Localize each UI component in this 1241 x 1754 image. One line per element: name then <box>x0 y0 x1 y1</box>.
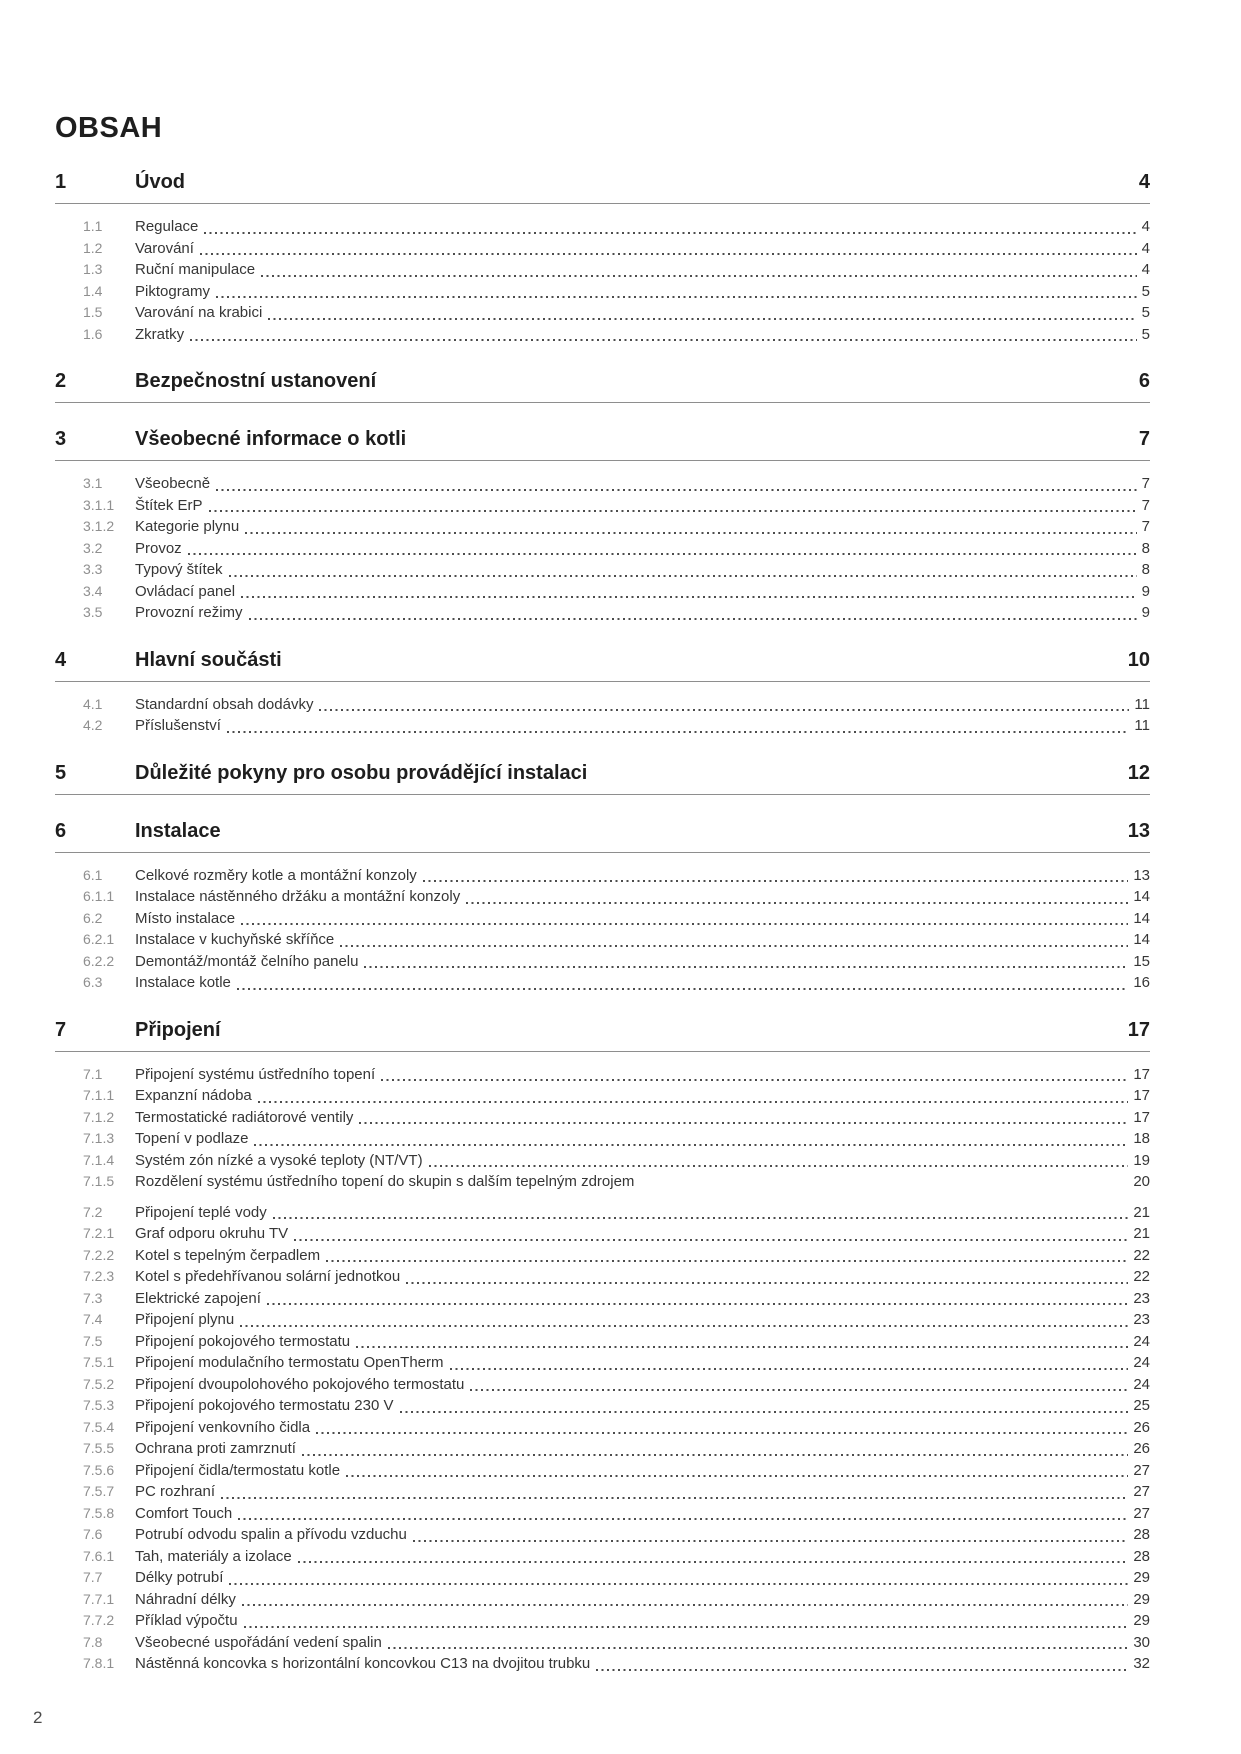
item-page-number: 23 <box>1133 1311 1150 1328</box>
section-title: Hlavní součásti <box>135 648 282 671</box>
item-page-number: 4 <box>1141 239 1150 257</box>
dot-leader <box>294 1239 1128 1241</box>
toc-item-row <box>55 1331 1150 1353</box>
dot-leader <box>596 1669 1128 1671</box>
toc-item-row <box>55 1202 1150 1224</box>
toc-section-header <box>55 761 1150 795</box>
dot-leader <box>359 1122 1128 1124</box>
toc-item-row <box>55 1417 1150 1439</box>
section-page-number: 12 <box>1127 761 1150 784</box>
item-number: 7.5.3 <box>83 1397 115 1413</box>
toc-item-row <box>55 929 1150 951</box>
toc-item-row <box>55 259 1150 281</box>
item-title: Expanzní nádoba <box>135 1087 252 1104</box>
toc-section-header <box>55 427 1150 461</box>
item-page-number: 16 <box>1133 974 1150 991</box>
item-number: 1.5 <box>83 304 103 320</box>
item-title: Připojení venkovního čidla <box>135 1418 311 1436</box>
toc-item-row <box>55 1632 1150 1654</box>
item-page-number: 11 <box>1134 717 1150 734</box>
item-number: 7.5.8 <box>83 1504 115 1521</box>
item-number: 7.5.6 <box>83 1461 115 1478</box>
dot-leader <box>244 1626 1129 1628</box>
toc-section <box>55 819 1150 994</box>
item-page-number: 26 <box>1133 1418 1150 1436</box>
section-items <box>55 216 1150 345</box>
section-title: Úvod <box>135 171 185 193</box>
dot-leader <box>267 1303 1128 1305</box>
item-title: Provoz <box>135 539 182 557</box>
section-page-number: 13 <box>1127 819 1150 842</box>
item-title: Připojení pokojového termostatu 230 V <box>135 1397 394 1414</box>
dot-leader <box>326 1260 1128 1262</box>
item-number: 7.1.5 <box>83 1173 115 1189</box>
item-page-number: 17 <box>1133 1065 1150 1083</box>
toc-item-row <box>55 302 1150 324</box>
section-number: 6 <box>55 819 67 842</box>
dot-leader <box>254 1144 1128 1146</box>
toc-item-row <box>55 1567 1150 1589</box>
item-page-number: 24 <box>1133 1354 1150 1371</box>
dot-leader <box>249 618 1137 620</box>
item-title: Všeobecně <box>135 475 211 492</box>
toc-item-row <box>55 1503 1150 1525</box>
toc-section-header <box>55 819 1150 853</box>
item-title: Elektrické zapojení <box>135 1289 261 1307</box>
item-number: 7.5.2 <box>83 1375 115 1392</box>
item-title: Připojení pokojového termostatu <box>135 1332 351 1350</box>
toc-item-row <box>55 1085 1150 1107</box>
item-title: Varování <box>135 239 194 257</box>
dot-leader <box>450 1368 1129 1370</box>
item-page-number: 7 <box>1141 475 1150 492</box>
toc-item-row <box>55 694 1150 716</box>
item-page-number: 7 <box>1141 518 1150 535</box>
dot-leader <box>221 1497 1128 1499</box>
toc-item-row <box>55 1546 1150 1568</box>
item-title: Ruční manipulace <box>135 261 256 278</box>
dot-leader <box>413 1540 1128 1542</box>
item-number: 4.2 <box>83 717 103 733</box>
item-number: 7.2 <box>83 1203 103 1220</box>
dot-leader <box>423 880 1129 882</box>
dot-leader <box>261 275 1137 277</box>
toc-item-row <box>55 1150 1150 1172</box>
item-title: Připojení teplé vody <box>135 1203 267 1221</box>
item-number: 4.1 <box>83 695 103 712</box>
toc <box>55 170 1150 1675</box>
item-title: Provozní režimy <box>135 604 243 621</box>
section-number: 5 <box>55 761 67 784</box>
item-title: Nástěnná koncovka s horizontální koncovkou C13 na dvojitou trubku <box>135 1655 591 1672</box>
toc-item-row <box>55 1223 1150 1245</box>
section-page-number: 10 <box>1127 648 1150 671</box>
item-number: 3.1.2 <box>83 518 115 534</box>
toc-section <box>55 170 1150 345</box>
item-page-number: 19 <box>1133 1151 1150 1169</box>
item-page-number: 4 <box>1141 218 1150 235</box>
item-number: 7.1.3 <box>83 1130 115 1146</box>
page-content <box>55 112 1150 1699</box>
item-page-number: 27 <box>1133 1461 1150 1479</box>
toc-item-row <box>55 1171 1150 1193</box>
dot-leader <box>466 902 1128 904</box>
item-page-number: 13 <box>1133 866 1150 884</box>
dot-leader <box>200 253 1137 255</box>
section-number: 3 <box>55 428 67 450</box>
item-page-number: 9 <box>1141 582 1150 600</box>
item-number: 6.2 <box>83 909 103 926</box>
item-page-number: 9 <box>1141 604 1150 621</box>
toc-section <box>55 648 1150 737</box>
item-number: 6.3 <box>83 974 103 990</box>
item-page-number: 29 <box>1133 1590 1150 1608</box>
item-number: 3.1 <box>83 475 103 491</box>
toc-item-row <box>55 1481 1150 1503</box>
item-number: 7.6 <box>83 1526 103 1542</box>
toc-item-row <box>55 908 1150 930</box>
dot-leader <box>216 296 1137 298</box>
toc-item-row <box>55 1610 1150 1632</box>
item-number: 7.1.1 <box>83 1087 115 1103</box>
item-page-number: 22 <box>1133 1246 1150 1264</box>
dot-leader <box>229 1583 1128 1585</box>
dot-leader <box>227 731 1130 733</box>
item-page-number: 5 <box>1141 304 1150 321</box>
item-number: 7.6.1 <box>83 1547 115 1564</box>
toc-section <box>55 1018 1150 1675</box>
section-items <box>55 865 1150 994</box>
item-page-number: 17 <box>1133 1108 1150 1126</box>
dot-leader <box>258 1101 1129 1103</box>
item-number: 6.2.1 <box>83 931 115 947</box>
item-number: 7.2.2 <box>83 1246 115 1263</box>
item-title: Ovládací panel <box>135 582 236 600</box>
item-title: Instalace nástěnného držáku a montážní konzoly <box>135 888 461 905</box>
item-page-number: 15 <box>1133 952 1150 970</box>
dot-leader <box>388 1647 1128 1649</box>
item-page-number: 5 <box>1141 325 1150 343</box>
item-page-number: 14 <box>1133 888 1150 905</box>
dot-leader <box>406 1282 1128 1284</box>
item-page-number: 29 <box>1133 1612 1150 1629</box>
item-title: Rozdělení systému ústředního topení do skupin s dalším tepelným zdrojem <box>135 1173 635 1190</box>
dot-leader <box>268 318 1136 320</box>
dot-leader <box>238 1518 1128 1520</box>
page-title: OBSAH <box>55 112 163 144</box>
toc-item-row <box>55 324 1150 346</box>
item-title: Kategorie plynu <box>135 518 240 535</box>
toc-item-row <box>55 1438 1150 1460</box>
dot-leader <box>340 945 1128 947</box>
item-number: 7.7.1 <box>83 1590 115 1607</box>
item-number: 1.4 <box>83 282 103 299</box>
item-page-number: 4 <box>1141 261 1150 278</box>
item-number: 7.5.1 <box>83 1354 115 1370</box>
item-title: PC rozhraní <box>135 1483 216 1500</box>
toc-item-row <box>55 951 1150 973</box>
toc-item-row <box>55 1064 1150 1086</box>
item-number: 7.7 <box>83 1569 103 1585</box>
item-number: 3.2 <box>83 539 103 556</box>
item-number: 1.1 <box>83 218 103 234</box>
item-title: Ochrana proti zamrznutí <box>135 1440 296 1457</box>
item-number: 7.2.3 <box>83 1268 115 1284</box>
item-number: 3.3 <box>83 561 103 577</box>
toc-item-row <box>55 216 1150 238</box>
item-title: Zkratky <box>135 325 185 343</box>
item-number: 7.5.7 <box>83 1483 115 1499</box>
item-title: Náhradní délky <box>135 1590 236 1608</box>
item-title: Systém zón nízké a vysoké teploty (NT/VT) <box>135 1151 423 1169</box>
item-title: Celkové rozměry kotle a montážní konzoly <box>135 866 417 884</box>
section-number: 1 <box>55 171 67 193</box>
toc-section <box>55 369 1150 403</box>
page-footer <box>33 1708 42 1728</box>
toc-section <box>55 427 1150 624</box>
item-title: Připojení čidla/termostatu kotle <box>135 1461 341 1479</box>
item-title: Tah, materiály a izolace <box>135 1547 292 1565</box>
item-number: 6.1 <box>83 866 103 883</box>
toc-item-row <box>55 495 1150 517</box>
dot-leader <box>319 709 1129 711</box>
item-number: 3.4 <box>83 582 103 599</box>
item-number: 1.2 <box>83 239 103 256</box>
item-number: 7.8.1 <box>83 1655 115 1671</box>
item-page-number: 29 <box>1133 1569 1150 1586</box>
section-page-number: 4 <box>1138 171 1150 193</box>
dot-leader <box>302 1454 1128 1456</box>
item-page-number: 14 <box>1133 931 1150 948</box>
toc-item-row <box>55 516 1150 538</box>
toc-item-row <box>55 602 1150 624</box>
footer-page-number: 2 <box>33 1708 43 1727</box>
toc-item-row <box>55 1524 1150 1546</box>
dot-leader <box>273 1217 1129 1219</box>
item-page-number: 22 <box>1133 1268 1150 1285</box>
item-page-number: 18 <box>1133 1130 1150 1147</box>
dot-leader <box>241 923 1128 925</box>
dot-leader <box>640 1187 1128 1189</box>
section-title: Instalace <box>135 819 221 842</box>
item-title: Připojení modulačního termostatu OpenTherm <box>135 1354 444 1371</box>
item-page-number: 32 <box>1133 1655 1150 1672</box>
item-title: Piktogramy <box>135 282 211 300</box>
toc-item-row <box>55 886 1150 908</box>
toc-item-row <box>55 281 1150 303</box>
toc-item-row <box>55 1128 1150 1150</box>
toc-item-row <box>55 715 1150 737</box>
item-page-number: 30 <box>1133 1633 1150 1651</box>
dot-leader <box>364 966 1128 968</box>
section-items <box>55 1064 1150 1675</box>
item-page-number: 8 <box>1141 561 1150 578</box>
item-page-number: 17 <box>1133 1087 1150 1104</box>
item-number: 7.5 <box>83 1332 103 1349</box>
toc-section <box>55 761 1150 795</box>
item-number: 1.3 <box>83 261 103 277</box>
section-number: 4 <box>55 648 67 671</box>
toc-section-header <box>55 1018 1150 1052</box>
toc-item-row <box>55 1460 1150 1482</box>
toc-item-row <box>55 1288 1150 1310</box>
item-title: Připojení plynu <box>135 1311 235 1328</box>
item-page-number: 21 <box>1133 1203 1150 1221</box>
item-page-number: 11 <box>1134 695 1150 713</box>
item-page-number: 27 <box>1133 1504 1150 1522</box>
item-title: Standardní obsah dodávky <box>135 695 314 713</box>
item-title: Potrubí odvodu spalin a přívodu vzduchu <box>135 1526 407 1543</box>
dot-leader <box>237 988 1128 990</box>
dot-leader <box>242 1604 1128 1606</box>
dot-leader <box>188 553 1137 555</box>
toc-item-row <box>55 581 1150 603</box>
item-title: Termostatické radiátorové ventily <box>135 1108 354 1126</box>
dot-leader <box>316 1432 1128 1434</box>
item-title: Varování na krabici <box>135 304 263 321</box>
item-title: Kotel s předehřívanou solární jednotkou <box>135 1268 401 1285</box>
item-number: 7.5.4 <box>83 1418 115 1435</box>
dot-leader <box>240 1325 1128 1327</box>
item-page-number: 25 <box>1133 1397 1150 1414</box>
item-title: Připojení systému ústředního topení <box>135 1065 376 1083</box>
dot-leader <box>346 1475 1128 1477</box>
item-page-number: 8 <box>1141 539 1150 557</box>
item-number: 7.4 <box>83 1311 103 1327</box>
dot-leader <box>356 1346 1128 1348</box>
dot-leader <box>381 1079 1128 1081</box>
item-number: 6.2.2 <box>83 952 115 969</box>
section-title: Všeobecné informace o kotli <box>135 428 407 450</box>
item-title: Štítek ErP <box>135 496 203 514</box>
dot-leader <box>190 339 1136 341</box>
section-page-number: 17 <box>1127 1018 1150 1041</box>
item-title: Příklad výpočtu <box>135 1612 238 1629</box>
toc-item-row <box>55 972 1150 994</box>
toc-item-row <box>55 559 1150 581</box>
section-title: Důležité pokyny pro osobu provádějící instalaci <box>135 761 588 784</box>
item-number: 7.1.2 <box>83 1108 115 1125</box>
toc-item-row <box>55 1653 1150 1675</box>
dot-leader <box>298 1561 1129 1563</box>
toc-item-row <box>55 1395 1150 1417</box>
item-number: 7.3 <box>83 1289 103 1306</box>
dot-leader <box>216 489 1137 491</box>
item-title: Délky potrubí <box>135 1569 224 1586</box>
toc-section-header <box>55 369 1150 403</box>
section-page-number: 7 <box>1138 428 1150 450</box>
item-number: 7.1.4 <box>83 1151 115 1168</box>
item-title: Instalace v kuchyňské skříňce <box>135 931 335 948</box>
toc-item-row <box>55 538 1150 560</box>
toc-item-row <box>55 1309 1150 1331</box>
dot-leader <box>470 1389 1128 1391</box>
item-page-number: 21 <box>1133 1225 1150 1242</box>
item-page-number: 27 <box>1133 1483 1150 1500</box>
item-page-number: 20 <box>1133 1173 1150 1190</box>
section-page-number: 6 <box>1138 370 1150 392</box>
item-page-number: 26 <box>1133 1440 1150 1457</box>
item-title: Připojení dvoupolohového pokojového termostatu <box>135 1375 465 1393</box>
item-title: Demontáž/montáž čelního panelu <box>135 952 359 970</box>
item-number: 7.5.5 <box>83 1440 115 1456</box>
toc-item-row <box>55 1589 1150 1611</box>
item-page-number: 7 <box>1141 496 1150 514</box>
item-number: 7.7.2 <box>83 1612 115 1628</box>
item-number: 7.8 <box>83 1633 103 1650</box>
dot-leader <box>209 510 1137 512</box>
toc-item-row <box>55 865 1150 887</box>
item-page-number: 23 <box>1133 1289 1150 1307</box>
dot-leader <box>204 232 1136 234</box>
toc-item-row <box>55 238 1150 260</box>
section-title: Bezpečnostní ustanovení <box>135 370 377 392</box>
dot-leader <box>241 596 1137 598</box>
dot-leader <box>229 575 1137 577</box>
section-title: Připojení <box>135 1018 221 1041</box>
item-title: Comfort Touch <box>135 1504 233 1522</box>
section-number: 7 <box>55 1018 67 1041</box>
item-number: 1.6 <box>83 325 103 342</box>
toc-item-row <box>55 473 1150 495</box>
item-number: 3.1.1 <box>83 496 115 513</box>
item-title: Místo instalace <box>135 909 236 927</box>
item-title: Všeobecné uspořádání vedení spalin <box>135 1633 382 1651</box>
item-title: Topení v podlaze <box>135 1130 249 1147</box>
item-page-number: 28 <box>1133 1526 1150 1543</box>
toc-item-row <box>55 1352 1150 1374</box>
item-page-number: 24 <box>1133 1375 1150 1393</box>
toc-section-header <box>55 170 1150 204</box>
toc-item-row <box>55 1245 1150 1267</box>
item-title: Příslušenství <box>135 717 221 734</box>
dot-leader <box>429 1165 1129 1167</box>
section-number: 2 <box>55 370 67 392</box>
item-page-number: 24 <box>1133 1332 1150 1350</box>
dot-leader <box>245 532 1136 534</box>
item-page-number: 28 <box>1133 1547 1150 1565</box>
section-items <box>55 473 1150 624</box>
item-page-number: 5 <box>1141 282 1150 300</box>
item-number: 7.2.1 <box>83 1225 115 1241</box>
toc-item-row <box>55 1107 1150 1129</box>
toc-section-header <box>55 648 1150 682</box>
toc-item-row <box>55 1266 1150 1288</box>
item-number: 7.1 <box>83 1065 103 1082</box>
item-title: Kotel s tepelným čerpadlem <box>135 1246 321 1264</box>
toc-item-row <box>55 1374 1150 1396</box>
dot-leader <box>400 1411 1129 1413</box>
section-items <box>55 694 1150 737</box>
item-number: 3.5 <box>83 604 103 620</box>
item-number: 6.1.1 <box>83 888 115 904</box>
item-title: Typový štítek <box>135 561 223 578</box>
item-title: Graf odporu okruhu TV <box>135 1225 289 1242</box>
item-title: Instalace kotle <box>135 974 231 991</box>
item-title: Regulace <box>135 218 199 235</box>
item-page-number: 14 <box>1133 909 1150 927</box>
